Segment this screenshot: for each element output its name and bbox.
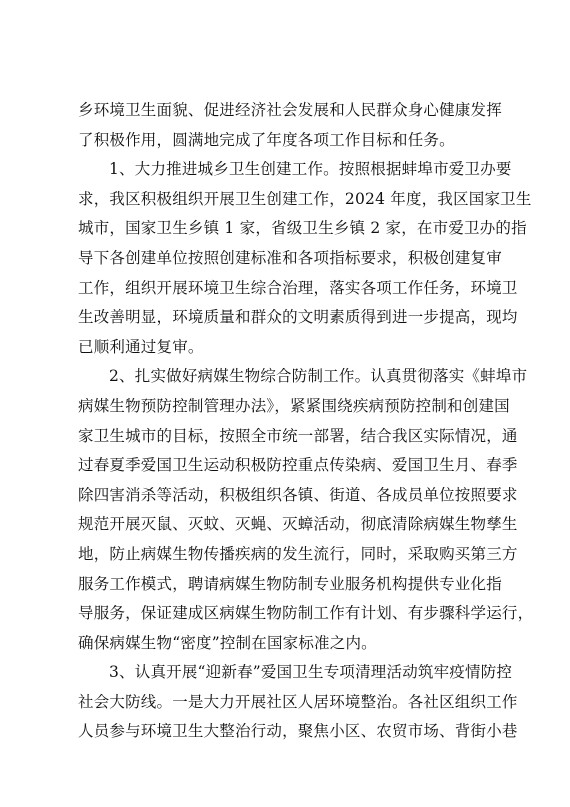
- text-line: 求，我区积极组织开展卫生创建工作，2024 年度，我区国家卫生: [78, 189, 532, 208]
- text-line: 乡环境卫生面貌、促进经济社会发展和人民群众身心健康发挥: [78, 101, 502, 119]
- text-line: 社会大防线。一是大力开展社区人居环境整治。各社区组织工作: [78, 692, 518, 711]
- text-line: 工作，组织开展环境卫生综合治理，落实各项工作任务，环境卫: [78, 278, 518, 297]
- body-text: [78, 96, 534, 747]
- paragraph-heading-3: 3、认真开展“迎新春”爱国卫生专项清理活动筑牢疫情防控: [109, 663, 513, 682]
- text-line: 除四害消杀等活动，积极组织各镇、街道、各成员单位按照要求: [78, 485, 518, 504]
- text-line: 规范开展灭鼠、灭蚊、灭蝇、灭蟑活动，彻底清除病媒生物孳生: [78, 515, 518, 534]
- text-line: 确保病媒生物“密度”控制在国家标准之内。: [78, 633, 377, 652]
- text-line: 导服务，保证建成区病媒生物防制工作有计划、有步骤科学运行，: [78, 604, 534, 623]
- text-line: 服务工作模式，聘请病媒生物防制专业服务机构提供专业化指: [78, 574, 502, 593]
- text-line: 病媒生物预防控制管理办法》，紧紧围绕疾病预防控制和创建国: [78, 396, 510, 415]
- paragraph-heading-1: 1、大力推进城乡卫生创建工作。按照根据蚌埠市爱卫办要: [109, 160, 512, 179]
- text-line: 地，防止病媒生物传播疾病的发生流行，同时，采取购买第三方: [78, 544, 518, 563]
- text-line: 生改善明显，环境质量和群众的文明素质得到进一步提高，现均: [78, 308, 518, 327]
- text-line: 过春夏季爱国卫生运动积极防控重点传染病、爱国卫生月、春季: [78, 456, 518, 475]
- text-line: 已顺利通过复审。: [78, 337, 204, 356]
- paragraph-heading-2: 2、扎实做好病媒生物综合防制工作。认真贯彻落实《蚌埠市: [109, 367, 528, 386]
- text-line: 城市，国家卫生乡镇 1 家，省级卫生乡镇 2 家，在市爱卫办的指: [78, 219, 527, 238]
- text-line: 导下各创建单位按照创建标准和各项指标要求，积极创建复审: [78, 248, 502, 267]
- text-line: 家卫生城市的目标，按照全市统一部署，结合我区实际情况，通: [78, 426, 518, 445]
- text-line: 了积极作用，圆满地完成了年度各项工作目标和任务。: [78, 130, 455, 149]
- text-line: 人员参与环境卫生大整治行动，聚焦小区、农贸市场、背街小巷: [78, 722, 518, 741]
